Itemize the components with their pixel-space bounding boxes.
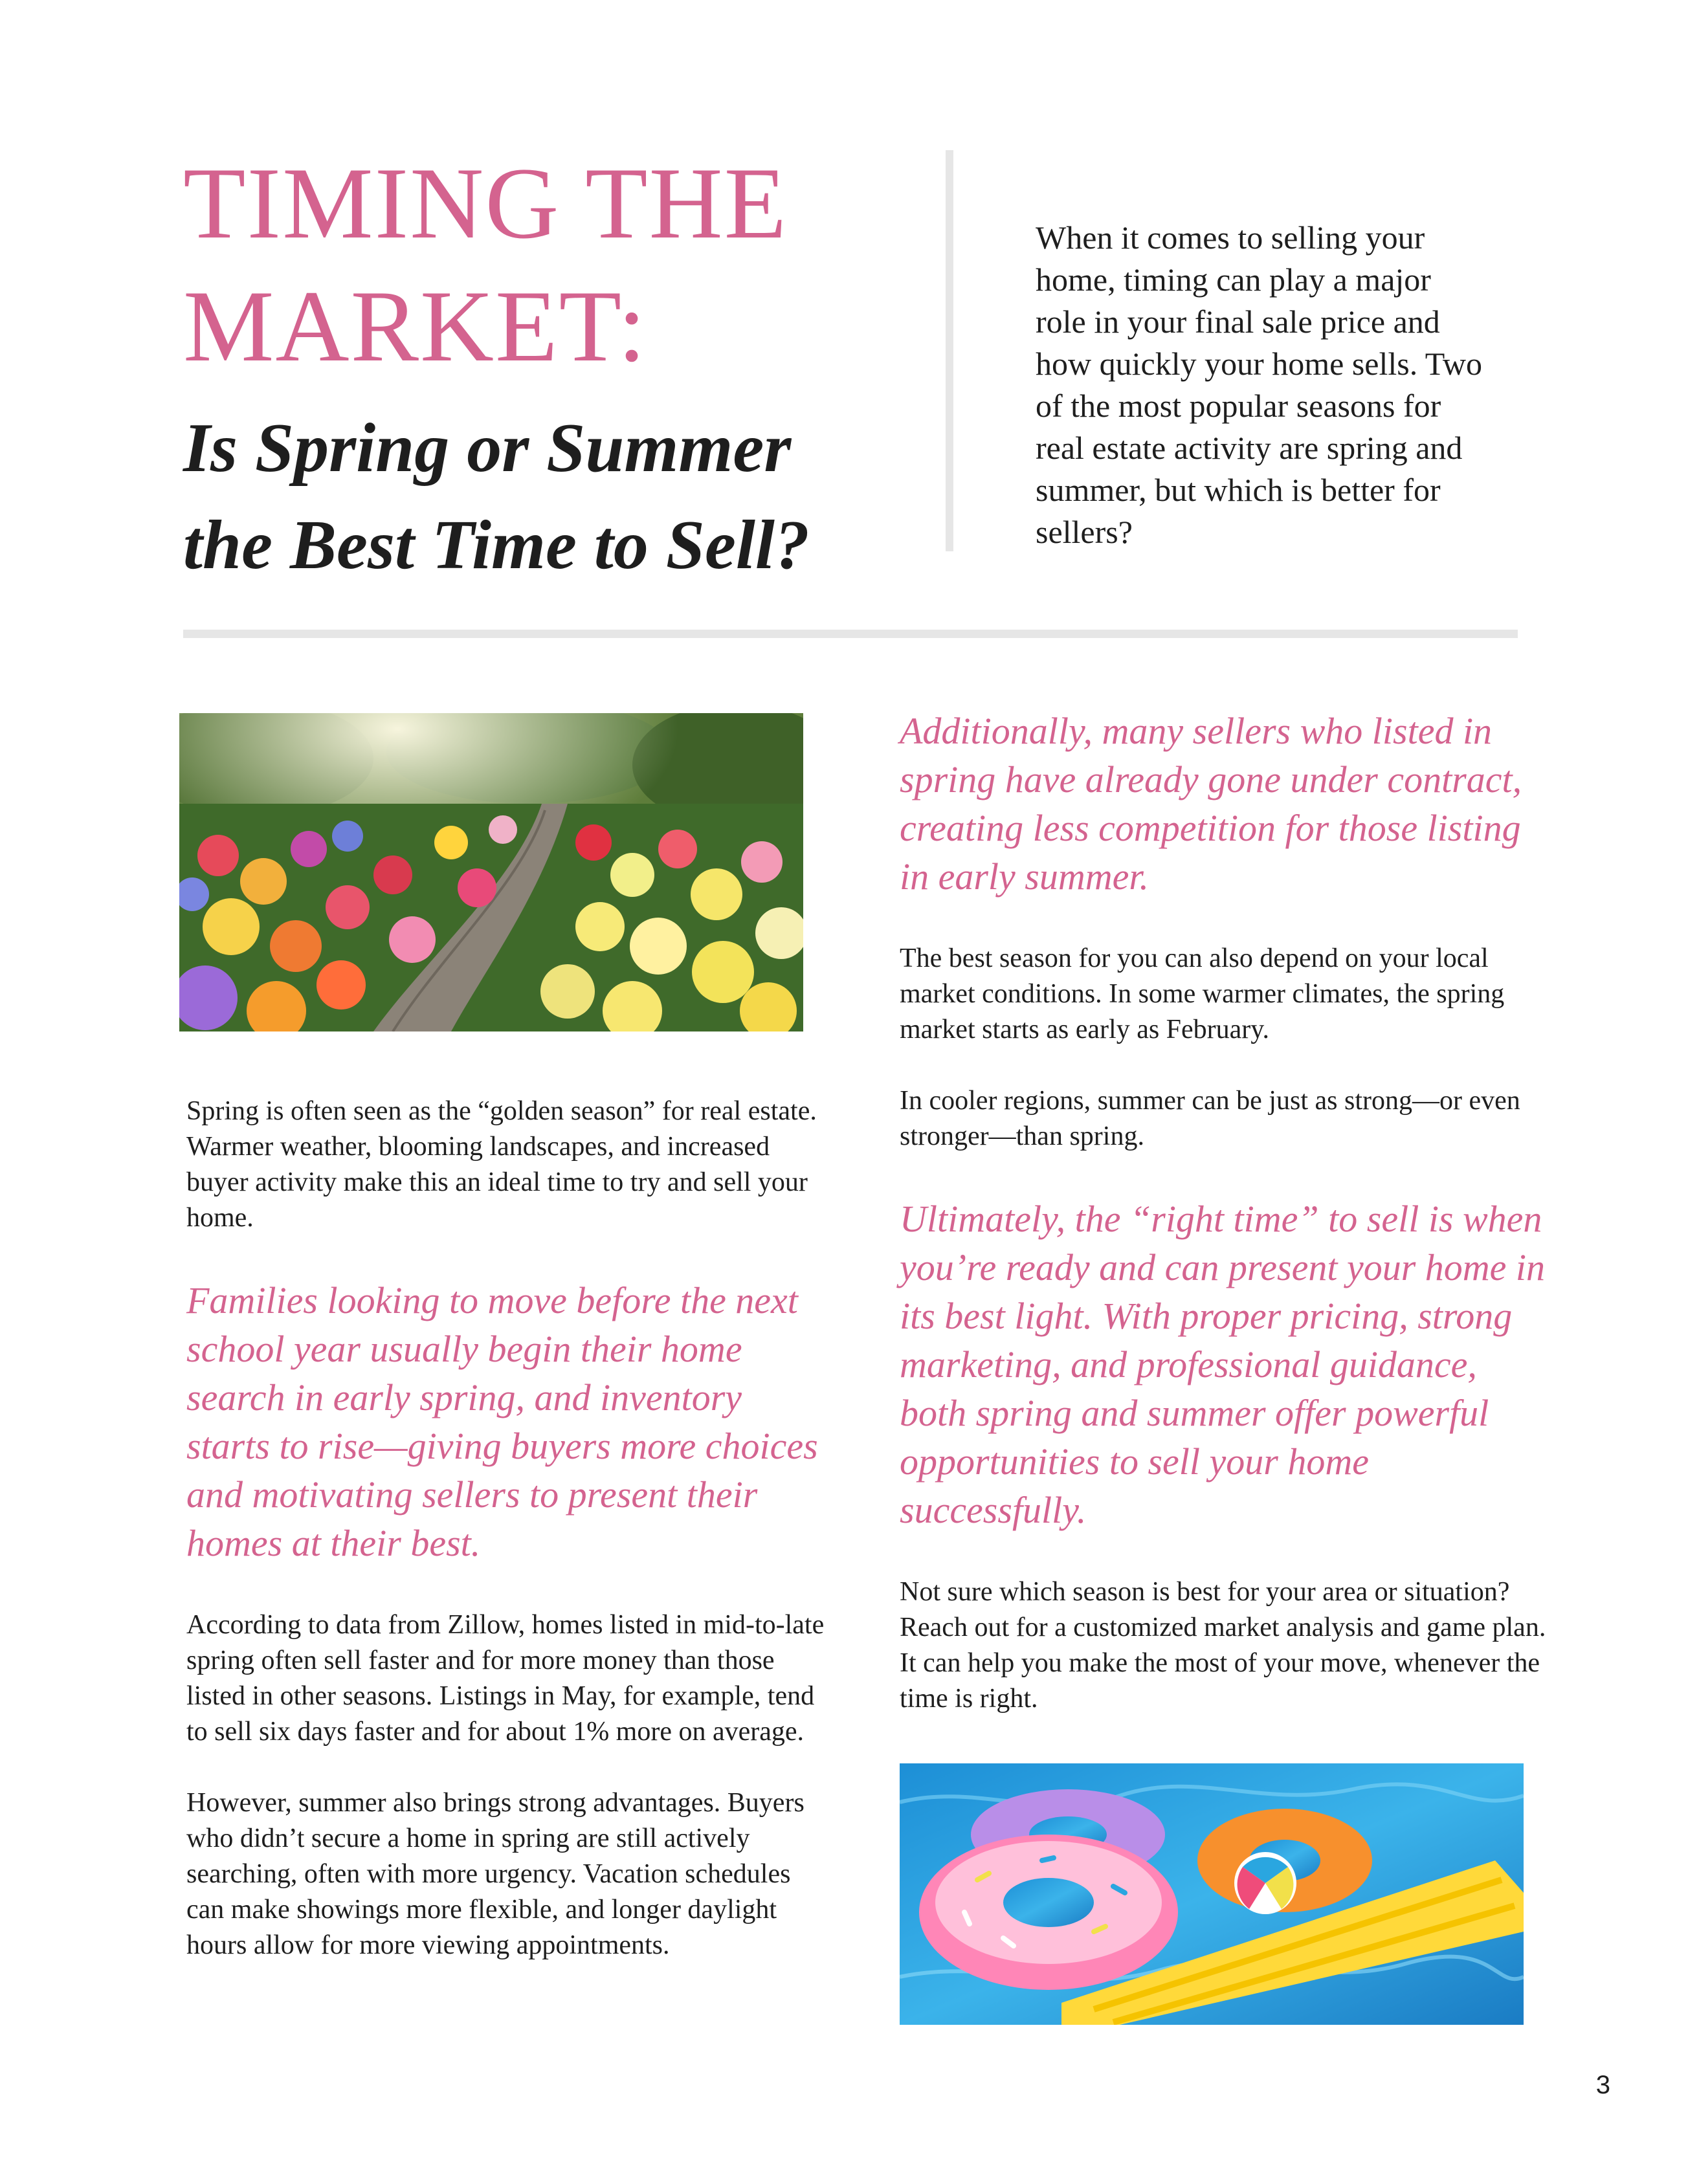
spring-intro-paragraph: Spring is often seen as the “golden season” for real estate. Warmer weather, blooming landscapes, and increased buyer activity make this an ideal time to try and sell your home. (186, 1096, 817, 1233)
page-title (183, 142, 921, 388)
spring-garden-photo (179, 713, 803, 1031)
pull-quote-families: Families looking to move before the next school year usually begin their home search in early spring, and inventory starts to rise—giving buyers more choices and motivating sellers to present their homes at their best. (186, 1279, 818, 1564)
title-line-2: MARKET: (183, 270, 648, 383)
right-column (900, 707, 1547, 1717)
pull-quote-additionally: Additionally, many sellers who listed in spring have already gone under contract, creating less competition for those listing in early summer. (900, 710, 1522, 898)
local-market-paragraph: The best season for you can also depend on your local market conditions. In some warmer climates, the spring market starts as early as February. (900, 943, 1505, 1044)
call-to-action-paragraph: Not sure which season is best for your area or situation? Reach out for a customized market analysis and game plan. It can help you make the most of your move, whenever the time is right. (900, 1577, 1546, 1714)
left-column (186, 1094, 834, 1963)
pull-quote-ultimately: Ultimately, the “right time” to sell is when you’re ready and can present your home in its best light. With proper pricing, strong marketing, and professional guidance, both spring and summer offer powerful opportunities to sell your home successfully. (900, 1198, 1546, 1531)
subtitle-line-1: Is Spring or Summer (183, 410, 792, 487)
page-subtitle (183, 400, 921, 594)
summer-advantages-paragraph: However, summer also brings strong advantages. Buyers who didn’t secure a home in spring are still actively searching, often with more urgency. Vacation schedules can make showings more flexible, and longer daylight hours allow for more viewing appointments. (186, 1788, 805, 1960)
horizontal-divider (183, 630, 1518, 638)
zillow-paragraph: According to data from Zillow, homes listed in mid-to-late spring often sell faster and for more money than those listed in other seasons. Listings in May, for example, tend to sell six days faster and for about 1% more on average. (186, 1610, 825, 1747)
title-line-1: TIMING THE (183, 147, 788, 260)
title-block (183, 142, 921, 594)
summer-pool-photo (900, 1763, 1524, 2025)
cooler-regions-paragraph: In cooler regions, summer can be just as strong—or even stronger—than spring. (900, 1086, 1520, 1151)
page-number: 3 (1595, 2071, 1610, 2099)
subtitle-line-2: the Best Time to Sell? (183, 507, 810, 584)
intro-paragraph: When it comes to selling your home, timing can play a major role in your final sale price and how quickly your home sells. Two of the most popular seasons for real estate activity are spring and summer, but which is better for sellers? (1036, 219, 1482, 550)
vertical-divider (946, 150, 953, 551)
